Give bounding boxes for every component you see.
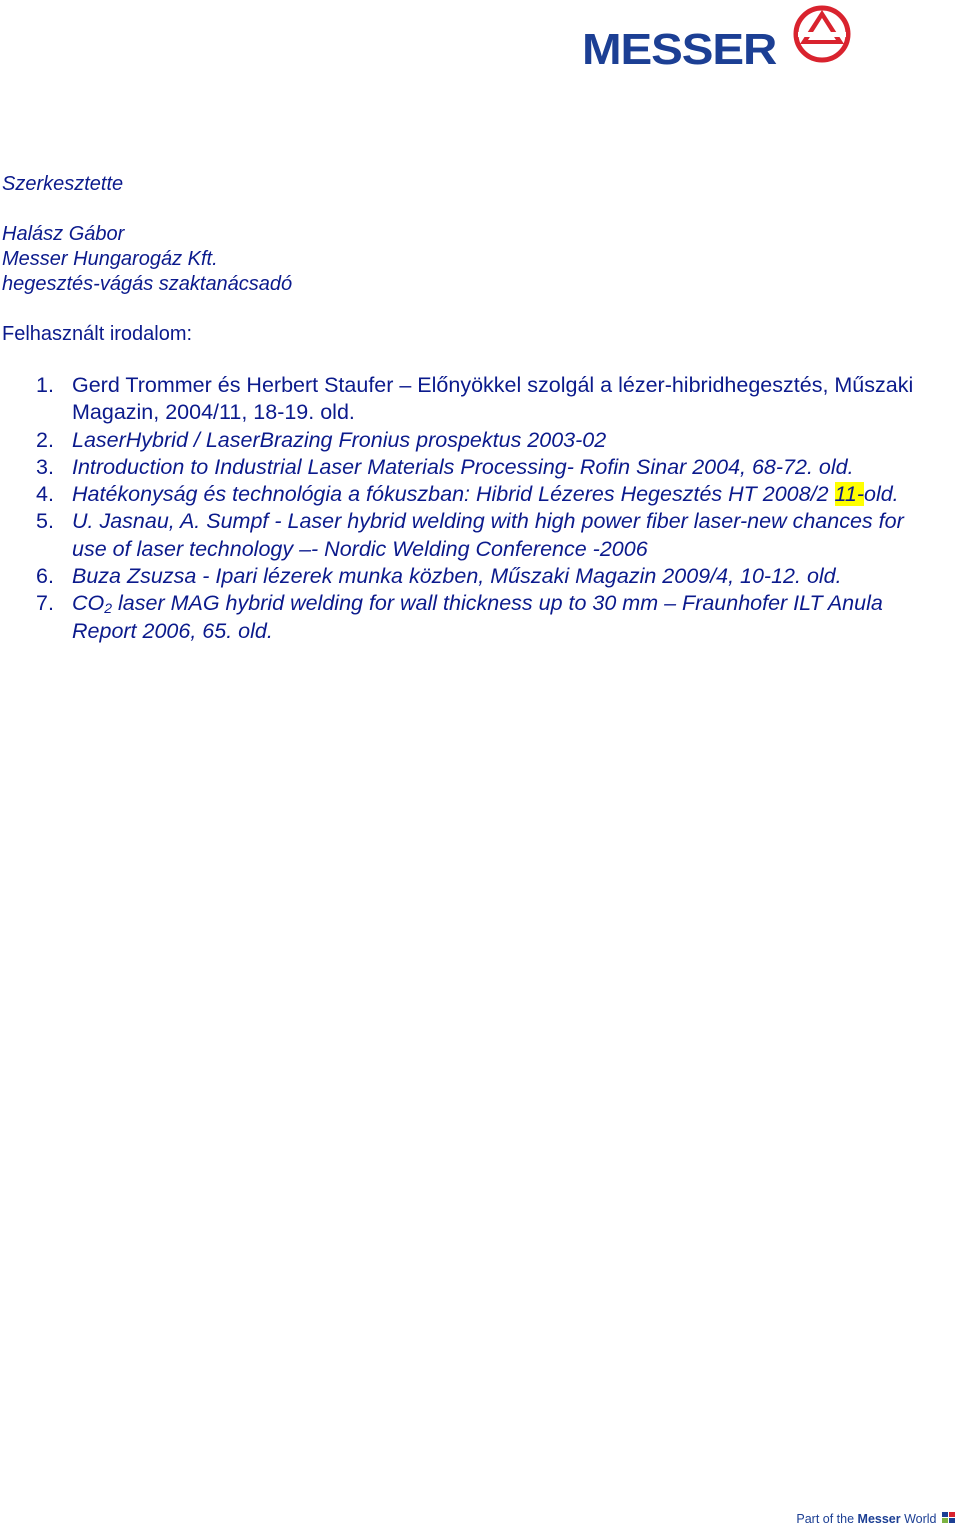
subscript: 2 bbox=[104, 600, 113, 617]
author-role: hegesztés-vágás szaktanácsadó bbox=[2, 273, 293, 295]
reference-number: 3. bbox=[36, 454, 54, 479]
messer-logo bbox=[580, 4, 852, 74]
reference-text-end: laser MAG hybrid welding for wall thickness up to 30 mm – Fraunhofer ILT Anula Report 2006, 65. old. bbox=[72, 591, 883, 643]
messer-triangle-circle-logo-icon bbox=[792, 4, 852, 64]
footer-prefix: Part of the bbox=[796, 1512, 858, 1526]
reference-number: 2. bbox=[36, 427, 54, 452]
author-name: Halász Gábor bbox=[2, 223, 125, 245]
reference-number: 4. bbox=[36, 482, 54, 507]
reference-item bbox=[36, 481, 916, 508]
reference-item bbox=[36, 454, 916, 481]
reference-text: U. Jasnau, A. Sumpf - Laser hybrid welding with high power fiber laser-new chances for use of laser technology –- Nordic Welding Conference -2006 bbox=[72, 509, 904, 561]
highlighted-text: 11- bbox=[834, 482, 864, 507]
reference-text: Gerd Trommer és Herbert Staufer – Előnyökkel szolgál a lézer-hibridhegesztés, Műszaki Magazin, 2004/11, 18-19. old. bbox=[72, 373, 914, 425]
messer-world-icon bbox=[942, 1512, 956, 1524]
editor-label: Szerkesztette bbox=[2, 173, 124, 195]
logo-text: MESSER bbox=[582, 25, 777, 74]
reference-text-end: old. bbox=[863, 482, 899, 507]
reference-text: LaserHybrid / LaserBrazing Fronius prospektus 2003-02 bbox=[72, 427, 607, 452]
reference-number: 7. bbox=[36, 591, 54, 616]
footer-suffix: World bbox=[900, 1512, 937, 1526]
reference-number: 1. bbox=[36, 373, 54, 397]
author-company: Messer Hungarogáz Kft. bbox=[2, 248, 218, 270]
footer-brand: Messer bbox=[857, 1512, 901, 1526]
reference-item bbox=[36, 372, 916, 427]
reference-text: Hatékonyság és technológia a fókuszban: Hibrid Lézeres Hegesztés HT 2008/2 bbox=[72, 482, 835, 507]
reference-text: Introduction to Industrial Laser Materials Processing- Rofin Sinar 2004, 68-72. old. bbox=[72, 454, 854, 479]
reference-number: 6. bbox=[36, 564, 54, 589]
reference-item bbox=[36, 563, 916, 590]
literature-heading: Felhasznált irodalom: bbox=[2, 323, 193, 345]
reference-number: 5. bbox=[36, 509, 54, 534]
footer-tagline bbox=[796, 1512, 956, 1526]
reference-item bbox=[36, 427, 916, 454]
reference-text: Buza Zsuzsa - Ipari lézerek munka közben, Műszaki Magazin 2009/4, 10-12. old. bbox=[72, 564, 842, 589]
reference-item bbox=[36, 590, 916, 645]
reference-item bbox=[36, 508, 916, 563]
reference-list bbox=[36, 372, 916, 645]
reference-text: CO bbox=[72, 591, 105, 616]
